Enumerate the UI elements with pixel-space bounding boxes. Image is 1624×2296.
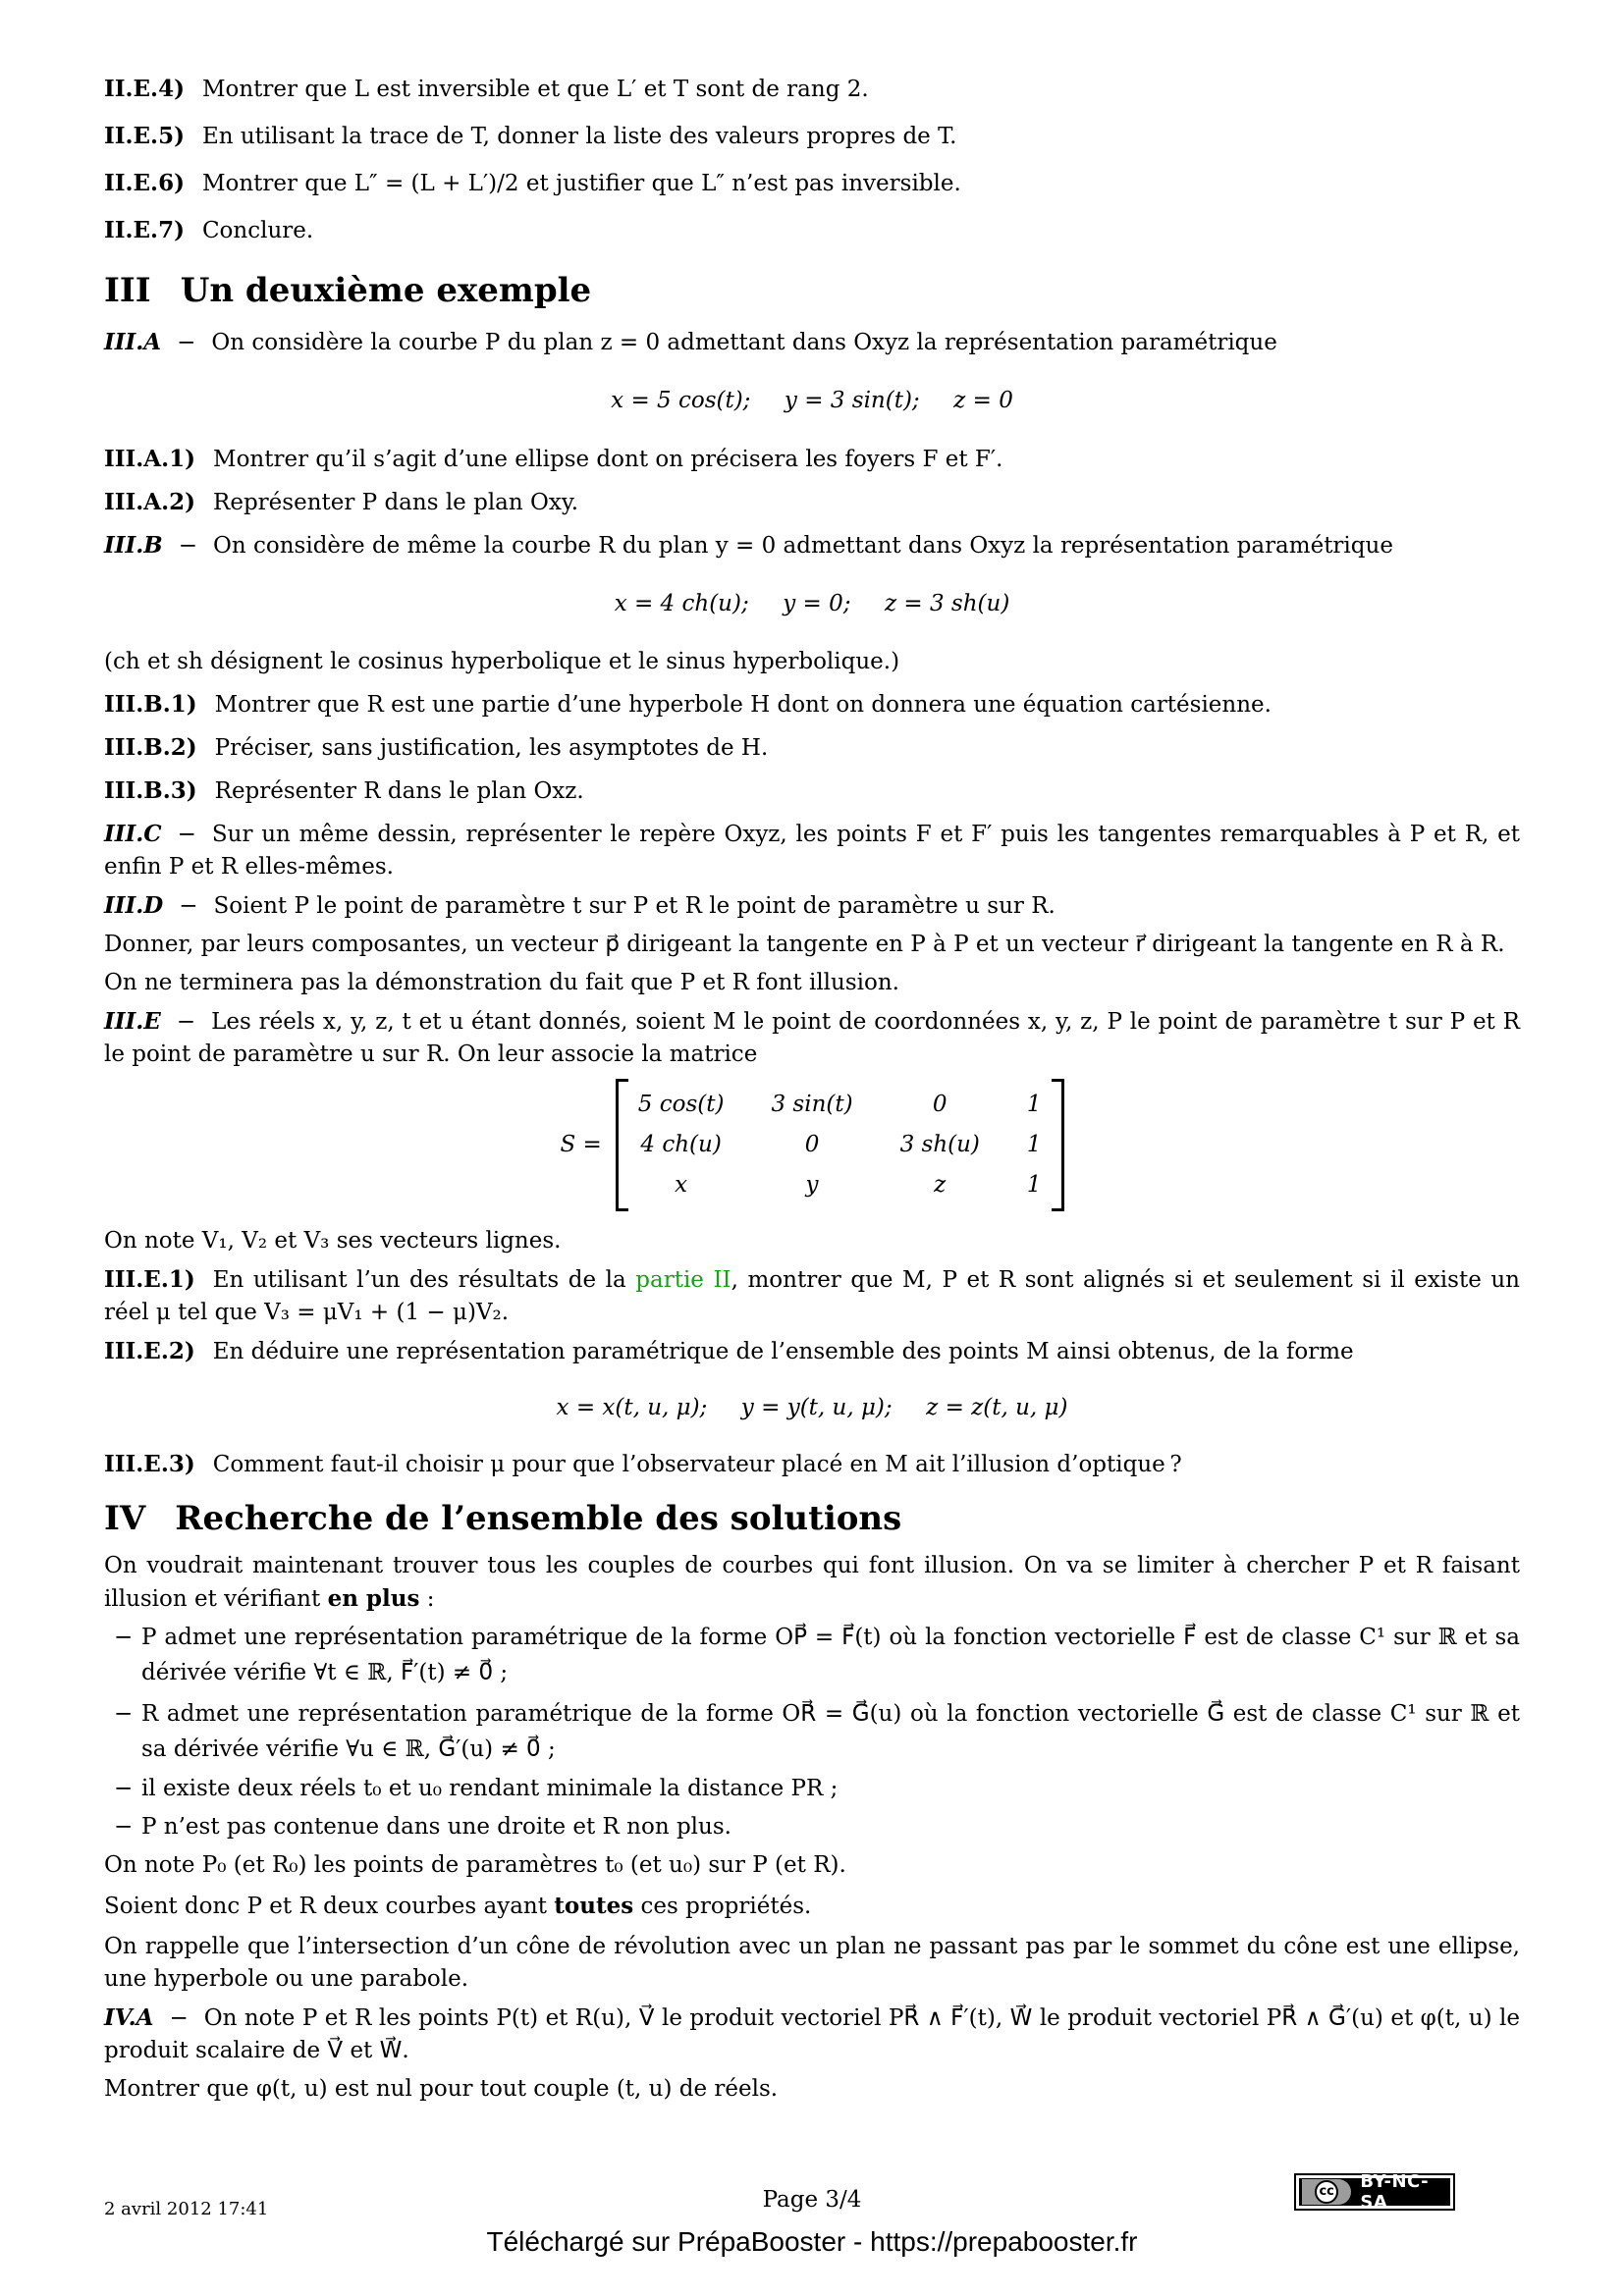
section-iv-intro bbox=[104, 1550, 1520, 1616]
paragraph-illusion-note: On ne terminera pas la démonstration du fait que P et R font illusion. bbox=[104, 970, 899, 995]
soient-bold: toutes bbox=[554, 1893, 634, 1919]
question-item bbox=[104, 731, 1520, 765]
question-text: Montrer que L est inversible et que L′ et T sont de rang 2. bbox=[201, 77, 869, 102]
part-item-iiic bbox=[104, 818, 1520, 883]
part-dash: − bbox=[177, 330, 196, 355]
question-text: Montrer qu’il s’agit d’une ellipse dont on précisera les foyers F et F′. bbox=[213, 447, 1003, 472]
bullet-item bbox=[104, 1773, 1520, 1805]
part-item-iva bbox=[104, 2002, 1520, 2067]
bullet-item bbox=[104, 1811, 1520, 1843]
bullet-dash: − bbox=[114, 1701, 134, 1727]
part-item-iiid bbox=[104, 889, 1520, 923]
paragraph-montrer-phi: Montrer que φ(t, u) est nul pour tout couple (t, u) de réels. bbox=[104, 2076, 779, 2102]
matrix-cell: 4 ch(u) bbox=[640, 1132, 722, 1157]
part-dash: − bbox=[169, 2005, 189, 2031]
cc-license-text: BY-NC-SA bbox=[1360, 2171, 1430, 2213]
question-label: III.E.3) bbox=[104, 1451, 195, 1477]
question-item bbox=[104, 774, 1520, 808]
question-label: II.E.4) bbox=[104, 76, 185, 102]
question-label: II.E.5) bbox=[104, 123, 185, 149]
part-label: III.D bbox=[104, 892, 164, 919]
question-label: III.B.2) bbox=[104, 734, 197, 761]
equation-ellipse: x = 5 cos(t); y = 3 sin(t); z = 0 bbox=[611, 388, 1013, 413]
equation-hyperbola: x = 4 ch(u); y = 0; z = 3 sh(u) bbox=[614, 591, 1010, 616]
footer-datetime: 2 avril 2012 17:41 bbox=[104, 2199, 269, 2219]
bullet-dash: − bbox=[114, 1625, 134, 1650]
matrix-s bbox=[104, 1079, 1520, 1211]
matrix-bracket-left bbox=[616, 1079, 628, 1211]
bullet-item bbox=[104, 1696, 1520, 1767]
bullet-item bbox=[104, 1620, 1520, 1690]
section-heading-iii bbox=[104, 271, 1520, 310]
section-number: IV bbox=[104, 1499, 146, 1538]
part-label: III.B bbox=[104, 532, 163, 559]
soient-text: ces propriétés. bbox=[633, 1894, 812, 1919]
bullet-text: il existe deux réels t₀ et u₀ rendant minimale la distance PR ; bbox=[141, 1776, 839, 1801]
part-label: III.C bbox=[104, 821, 162, 847]
question-item bbox=[104, 73, 1520, 106]
note-row-vectors: On note V₁, V₂ et V₃ ses vecteurs lignes. bbox=[104, 1228, 562, 1254]
matrix-cell: 0 bbox=[804, 1132, 820, 1157]
part-text: On considère la courbe P du plan z = 0 admettant dans Oxyz la représentation paramétrique bbox=[211, 330, 1277, 355]
cc-circle-icon: cc bbox=[1315, 2180, 1338, 2204]
intro-text: On voudrait maintenant trouver tous les couples de courbes qui font illusion. On va se limiter à chercher P et R faisant illusion et vérifiant bbox=[104, 1553, 1520, 1612]
part-text: Les réels x, y, z, t et u étant donnés, soient M le point de coordonnées x, y, z, P le point de paramètre t sur P et R le point de paramètre u sur R. On leur associe la matrice bbox=[104, 1009, 1520, 1067]
question-item bbox=[104, 443, 1520, 476]
question-label: III.A.2) bbox=[104, 489, 196, 515]
note-chsh: (ch et sh désignent le cosinus hyperbolique et le sinus hyperbolique.) bbox=[104, 649, 900, 674]
bullet-text: P admet une représentation paramétrique de la forme OP⃗ = F⃗(t) où la fonction vectorielle F⃗ est de classe C¹ sur ℝ et sa dérivée vérifie ∀t ∈ ℝ, F⃗′(t) ≠ 0⃗ ; bbox=[141, 1625, 1520, 1685]
question-text: En utilisant l’un des résultats de la bbox=[212, 1267, 636, 1293]
part-dash: − bbox=[177, 822, 196, 847]
matrix-cell: x bbox=[675, 1172, 688, 1198]
intro-bold: en plus bbox=[327, 1585, 420, 1612]
bullet-dash: − bbox=[114, 1776, 134, 1801]
section-heading-iv bbox=[104, 1499, 1520, 1538]
matrix-grid bbox=[628, 1079, 1052, 1211]
paragraph-cone-reminder: On rappelle que l’intersection d’un cône de révolution avec un plan ne passant pas par le sommet du cône est une ellipse, une hyperbole ou une parabole. bbox=[104, 1934, 1520, 1992]
question-label: III.E.2) bbox=[104, 1338, 195, 1364]
question-label: III.E.1) bbox=[104, 1266, 195, 1293]
matrix-lhs: S = bbox=[560, 1132, 602, 1157]
question-text: , montrer que M, P et R sont alignés si et seulement si il existe un réel μ tel que V₃ = μV₁ + (1 − μ)V₂. bbox=[104, 1267, 1520, 1325]
question-item bbox=[104, 120, 1520, 153]
part-item-iiib bbox=[104, 529, 1520, 562]
matrix-cell: 3 sin(t) bbox=[771, 1092, 853, 1117]
question-item bbox=[104, 1448, 1520, 1481]
prepabooster-link[interactable]: Téléchargé sur PrépaBooster - https://prepabooster.fr bbox=[486, 2226, 1138, 2257]
part-label: III.E bbox=[104, 1008, 161, 1035]
question-label: III.B.3) bbox=[104, 777, 197, 804]
part-dash: − bbox=[178, 533, 198, 559]
part-item-iiie bbox=[104, 1005, 1520, 1071]
part-dash: − bbox=[176, 1009, 196, 1035]
question-text: Représenter R dans le plan Oxz. bbox=[214, 778, 584, 804]
question-text: Montrer que R est une partie d’une hyperbole H dont on donnera une équation cartésienne. bbox=[214, 692, 1272, 718]
footer-page-number: Page 3/4 bbox=[762, 2187, 862, 2213]
cc-logo bbox=[1302, 2179, 1351, 2205]
question-text: En utilisant la trace de T, donner la liste des valeurs propres de T. bbox=[201, 124, 957, 149]
question-label: III.B.1) bbox=[104, 691, 197, 718]
section-title: Recherche de l’ensemble des solutions bbox=[175, 1499, 902, 1538]
part-text: Soient P le point de paramètre t sur P et R le point de paramètre u sur R. bbox=[213, 893, 1056, 919]
question-label: II.E.6) bbox=[104, 170, 185, 196]
matrix-cell: 3 sh(u) bbox=[899, 1132, 980, 1157]
section-number: III bbox=[104, 271, 151, 310]
equation-parametric-m: x = x(t, u, μ); y = y(t, u, μ); z = z(t, u, μ) bbox=[556, 1395, 1068, 1420]
question-item bbox=[104, 486, 1520, 519]
question-item bbox=[104, 1263, 1520, 1329]
matrix-bracket-right bbox=[1052, 1079, 1064, 1211]
part-text: On considère de même la courbe R du plan y = 0 admettant dans Oxyz la représentation paramétrique bbox=[213, 533, 1393, 559]
bullet-text: R admet une représentation paramétrique de la forme OR⃗ = G⃗(u) où la fonction vectorielle G⃗ est de classe C¹ sur ℝ et sa dérivée vérifie ∀u ∈ ℝ, G⃗′(u) ≠ 0⃗ ; bbox=[141, 1701, 1520, 1762]
matrix-cell: 0 bbox=[932, 1092, 947, 1117]
question-text: Montrer que L″ = (L + L′)/2 et justifier que L″ n’est pas inversible. bbox=[201, 171, 961, 196]
question-text: Comment faut-il choisir μ pour que l’observateur placé en M ait l’illusion d’optique ? bbox=[212, 1452, 1182, 1477]
matrix-cell: 5 cos(t) bbox=[637, 1092, 725, 1117]
question-text: Conclure. bbox=[201, 218, 314, 243]
question-item bbox=[104, 688, 1520, 721]
note-p0-r0: On note P₀ (et R₀) les points de paramètres t₀ (et u₀) sur P (et R). bbox=[104, 1852, 846, 1878]
part-label: III.A bbox=[104, 329, 162, 355]
question-item bbox=[104, 1335, 1520, 1368]
question-label: III.A.1) bbox=[104, 446, 196, 472]
part-item-iiia bbox=[104, 326, 1520, 359]
question-text: Représenter P dans le plan Oxy. bbox=[213, 490, 579, 515]
matrix-cell: z bbox=[934, 1172, 947, 1198]
question-item bbox=[104, 167, 1520, 200]
cc-license-badge[interactable] bbox=[1294, 2173, 1455, 2211]
intro-text: : bbox=[419, 1586, 435, 1612]
partie-ii-link[interactable]: partie II bbox=[635, 1267, 731, 1293]
paragraph-tangent-vectors: Donner, par leurs composantes, un vecteur p⃗ dirigeant la tangente en P à P et un vecteur r⃗ dirigeant la tangente en R à R. bbox=[104, 932, 1505, 957]
section-title: Un deuxième exemple bbox=[180, 271, 592, 310]
bullet-text: P n’est pas contenue dans une droite et R non plus. bbox=[141, 1814, 731, 1840]
matrix-cell: 1 bbox=[1026, 1132, 1042, 1157]
bullet-dash: − bbox=[114, 1814, 134, 1840]
paragraph-soient bbox=[104, 1890, 1520, 1923]
part-text: Sur un même dessin, représenter le repère Oxyz, les points F et F′ puis les tangentes remarquables à P et R, et enfin P et R elles-mêmes. bbox=[104, 822, 1520, 880]
question-item bbox=[104, 214, 1520, 247]
matrix-cell: 1 bbox=[1026, 1172, 1042, 1198]
question-label: II.E.7) bbox=[104, 217, 185, 243]
part-label: IV.A bbox=[104, 2004, 154, 2031]
part-text: On note P et R les points P(t) et R(u), V⃗ le produit vectoriel PR⃗ ∧ F⃗′(t), W⃗ le produit vectoriel PR⃗ ∧ G⃗′(u) et φ(t, u) le produit scalaire de V⃗ et W⃗. bbox=[104, 2005, 1520, 2063]
soient-text: Soient donc P et R deux courbes ayant bbox=[104, 1894, 555, 1919]
matrix-cell: 1 bbox=[1026, 1092, 1042, 1117]
part-dash: − bbox=[179, 893, 198, 919]
matrix-cell: y bbox=[805, 1172, 819, 1198]
question-text: Préciser, sans justification, les asymptotes de H. bbox=[214, 735, 769, 761]
question-text: En déduire une représentation paramétrique de l’ensemble des points M ainsi obtenus, de la forme bbox=[212, 1339, 1354, 1364]
